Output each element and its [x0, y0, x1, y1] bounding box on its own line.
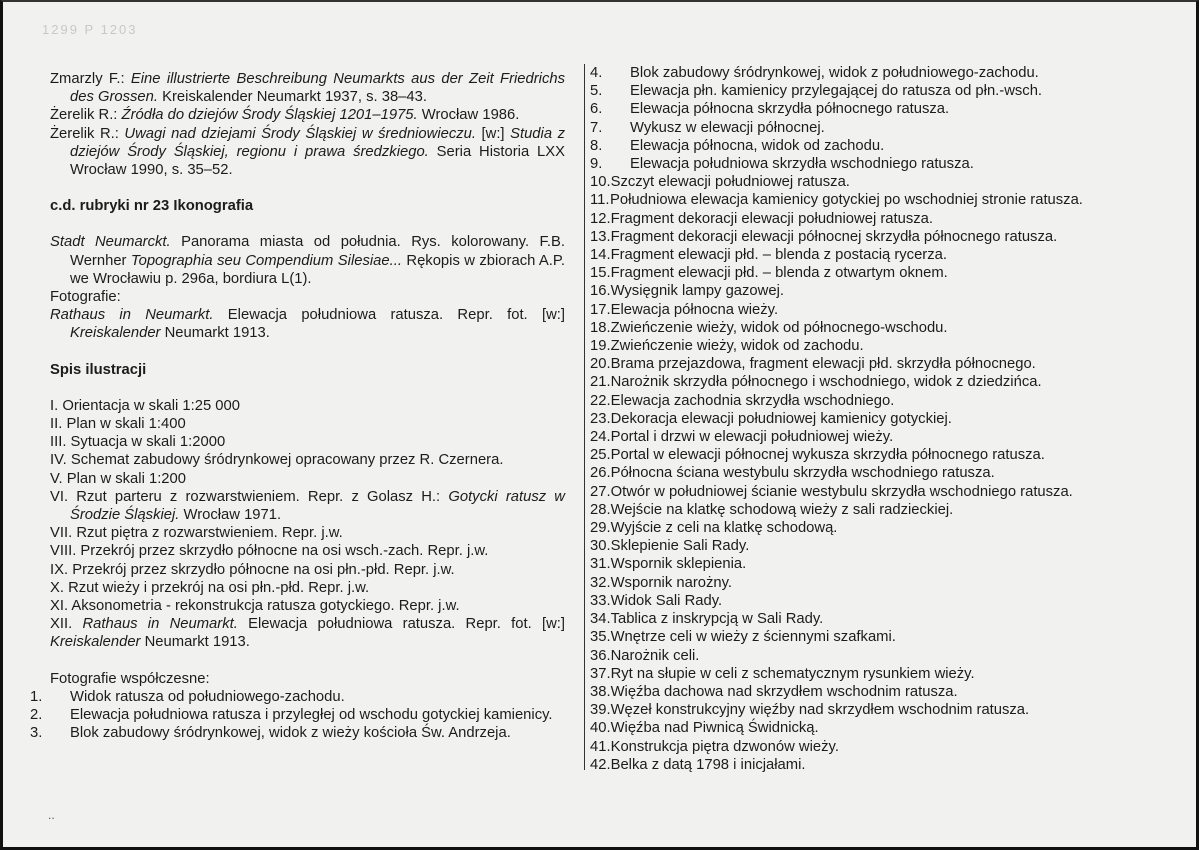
photo-list-text: Wnętrze celi w wieży z ściennymi szafkami. [610, 629, 896, 646]
photo-list-text: Wysięgnik lampy gazowej. [610, 283, 784, 300]
photo-list-text: Narożnik celi. [610, 647, 700, 664]
photo-list-number: 42. [590, 756, 611, 773]
photo-list-number: 30. [590, 538, 611, 555]
photo-list-item [590, 464, 1170, 482]
photo-list-item [590, 155, 1170, 173]
photo-list-number: 38. [590, 683, 611, 700]
photo-list-text: Tablica z inskrypcją w Sali Rady. [610, 611, 824, 628]
photo-list-item [590, 665, 1170, 683]
photo-list-text: Portal w elewacji północnej wykusza skrzydła północnego ratusza. [610, 447, 1045, 464]
photo-list-item [590, 501, 1170, 519]
photo-list-number: 5. [590, 83, 603, 100]
photo-list-number: 18. [590, 319, 611, 336]
photo-list-text: Południowa elewacja kamienicy gotyckiej po wschodniej stronie ratusza. [610, 192, 1083, 209]
photo-list-item [590, 337, 1170, 355]
photo-list-text: Fragment elewacji płd. – blenda z postacią rycerza. [610, 247, 947, 264]
photo-list-number: 34. [590, 611, 611, 628]
photo-list-text: Wspornik sklepienia. [610, 556, 747, 573]
illustration-title: Gotycki ratusz w Środzie Śląskiej. [70, 488, 565, 524]
photo-list-text: Elewacja północna skrzydła północnego ratusza. [630, 101, 950, 118]
photo-list-item [590, 210, 1170, 228]
photo-list-text: Szczyt elewacji południowej ratusza. [610, 174, 850, 191]
icon-item-text-2: Neumarkt 1913. [160, 325, 270, 342]
iconography-item [50, 306, 565, 342]
bib-title: Uwagi nad dziejami Środy Śląskiej w średniowieczu. [124, 125, 476, 142]
photo-list-number: 29. [590, 520, 611, 537]
icon-item-title: Stadt Neumarckt. [50, 234, 171, 251]
illustration-rest: Neumarkt 1913. [140, 634, 250, 651]
photo-list-item [590, 228, 1170, 246]
right-column [590, 64, 1170, 774]
photo-list-text: Narożnik skrzydła północnego i wschodniego, widok z dziedzińca. [610, 374, 1042, 391]
photo-list-number: 7. [590, 119, 603, 136]
photo-list-number: 39. [590, 702, 611, 719]
photo-list-item [590, 282, 1170, 300]
photo-list-item [590, 683, 1170, 701]
photo-list-text: Fragment dekoracji elewacji południowej ratusza. [610, 210, 933, 227]
bib-author: Żerelik R.: [50, 125, 125, 142]
photo-list-number: 12. [590, 210, 611, 227]
photo-list-text: Zwieńczenie wieży, widok od północnego-wschodu. [610, 319, 948, 336]
photo-list-number: 31. [590, 556, 611, 573]
photo-list-item [590, 555, 1170, 573]
photo-list-item: 11.Południowa elewacja kamienicy gotyckiej po wschodniej stronie ratusza. [590, 192, 1083, 209]
bib-author: Żerelik R.: [50, 107, 122, 124]
photo-list-number: 15. [590, 265, 611, 282]
icon-item-text-2: Rękopis w zbiorach A.P. we Wrocławiu p. 296a, bordiura L(1). [70, 252, 565, 287]
photos-label: Fotografie: [50, 289, 121, 306]
photo-list-text: Sklepienie Sali Rady. [610, 538, 750, 555]
photo-list-number: 8. [590, 137, 603, 154]
bib-title: Eine illustrierte Beschreibung Neumarkts aus der Zeit Friedrichs des Grossen. [70, 71, 565, 106]
photo-list-text: Zwieńczenie wieży, widok od zachodu. [610, 338, 864, 355]
modern-photos-list-right [590, 64, 1170, 774]
photo-list-item [590, 173, 1170, 191]
photo-list-item [590, 428, 1170, 446]
photo-list-text: Ryt na słupie w celi z schematycznym rysunkiem wieży. [610, 665, 975, 682]
photo-list-text: Belka z datą 1798 i inicjałami. [610, 756, 806, 773]
photo-list-text: Wykusz w elewacji północnej. [630, 119, 825, 136]
photo-list-item [590, 100, 1170, 118]
photo-list-item [30, 724, 565, 742]
illustration-item: IV. Schemat zabudowy śródrynkowej opracowany przez R. Czernera. [50, 452, 504, 469]
photo-list-text: Dekoracja elewacji południowej kamienicy gotyckiej. [610, 410, 952, 427]
photo-list-item [590, 647, 1170, 665]
photo-list-number: 16. [590, 283, 611, 300]
photo-list-item [590, 64, 1170, 82]
photo-list-number: 20. [590, 356, 611, 373]
photo-list-item [590, 483, 1170, 501]
illustrations-heading: Spis ilustracji [50, 361, 147, 378]
photo-list-text: Widok Sali Rady. [610, 592, 723, 609]
iconography-heading: c.d. rubryki nr 23 Ikonografia [50, 198, 254, 215]
photo-list-item [590, 373, 1170, 391]
illustration-item: III. Sytuacja w skali 1:2000 [50, 434, 226, 451]
photo-list-item [590, 719, 1170, 737]
illustration-num: XII. [50, 616, 83, 633]
photo-list-item [590, 610, 1170, 628]
photo-list-number: 33. [590, 592, 611, 609]
photo-list-number: 19. [590, 338, 611, 355]
photo-list-text: Widok ratusza od południowego-zachodu. [70, 688, 345, 705]
photo-list-text: Wspornik narożny. [610, 574, 733, 591]
left-column [30, 70, 565, 743]
bibliography-entry [50, 125, 565, 180]
faint-header-text: 1299 P 1203 [42, 22, 138, 37]
illustration-text: Elewacja południowa ratusza. Repr. fot. [w:] [237, 616, 565, 633]
bib-author: Zmarzly F.: [50, 71, 131, 87]
photo-list-item [590, 756, 1170, 774]
photo-list-number: 6. [590, 101, 603, 118]
photo-list-text: Elewacja zachodnia skrzydła wschodniego. [610, 392, 895, 409]
photo-list-number: 28. [590, 501, 611, 518]
modern-photos-label: Fotografie współczesne: [50, 670, 210, 687]
photo-list-text: Blok zabudowy śródrynkowej, widok z wieży kościoła Św. Andrzeja. [70, 725, 511, 742]
photo-list-item [590, 246, 1170, 264]
photo-list-number: 25. [590, 447, 611, 464]
photo-list-text: Fragment dekoracji elewacji północnej skrzydła północnego ratusza. [610, 228, 1058, 245]
photo-list-number: 13. [590, 228, 611, 245]
photo-list-text: Elewacja południowa ratusza i przyległej od wschodu gotyckiej kamienicy. [70, 707, 553, 724]
photo-list-number: 35. [590, 629, 611, 646]
icon-item-title-2: Topographia seu Compendium Silesiae... [130, 252, 402, 269]
photo-list-item [590, 137, 1170, 155]
photo-list-text: Wyjście z celi na klatkę schodową. [610, 520, 838, 537]
photo-list-number: 37. [590, 665, 611, 682]
bib-rest: Kreiskalender Neumarkt 1937, s. 38–43. [158, 89, 427, 106]
photo-list-number: 14. [590, 247, 611, 264]
photo-list-item [30, 688, 565, 706]
illustration-item: II. Plan w skali 1:400 [50, 416, 186, 433]
photo-list-number: 41. [590, 738, 611, 755]
photo-list-text: Węzeł konstrukcyjny więźby nad skrzydłem wschodnim ratusza. [610, 702, 1030, 719]
photo-list-number: 21. [590, 374, 611, 391]
illustration-item: VII. Rzut piętra z rozwarstwieniem. Repr. j.w. [50, 525, 343, 542]
photo-list-item [590, 119, 1170, 137]
illustration-title: Rathaus in Neumarkt. [82, 616, 238, 633]
bib-title-2: Studia z dziejów Środy Śląskiej, regionu i prawa średzkiego. [70, 125, 565, 160]
photo-list-item [590, 537, 1170, 555]
photo-list-item [30, 706, 565, 724]
photo-list-text: Fragment elewacji płd. – blenda z otwartym oknem. [610, 265, 948, 282]
photo-list-number: 36. [590, 647, 611, 664]
photo-list-item [590, 574, 1170, 592]
illustration-item: V. Plan w skali 1:200 [50, 470, 186, 487]
photo-list-number: 9. [590, 156, 603, 173]
photo-list-number: 3. [30, 725, 43, 742]
photo-list-text: Portal i drzwi w elewacji południowej wieży. [610, 429, 894, 446]
column-divider [584, 64, 585, 770]
illustration-item: X. Rzut wieży i przekrój na osi płn.-płd. Repr. j.w. [50, 579, 370, 596]
photo-list-item [590, 592, 1170, 610]
photo-list-number: 26. [590, 465, 611, 482]
photo-list-number: 23. [590, 410, 611, 427]
photo-list-text: Więźba dachowa nad skrzydłem wschodnim ratusza. [610, 683, 958, 700]
photo-list-item [590, 355, 1170, 373]
photo-list-item [590, 701, 1170, 719]
photo-list-text: Elewacja południowa skrzydła wschodniego ratusza. [630, 156, 974, 173]
bib-title: Źródła do dziejów Środy Śląskiej 1201–1975. [121, 107, 418, 124]
photo-list-number: 17. [590, 301, 611, 318]
bib-rest: Wrocław 1986. [417, 107, 520, 124]
photo-list-item [590, 628, 1170, 646]
photo-list-text: Wejście na klatkę schodową wieży z sali radzieckiej. [610, 501, 954, 518]
iconography-item [50, 233, 565, 288]
icon-item-text: Panorama miasta od południa. Rys. kolorowany. F.B. Wernher [70, 234, 565, 269]
photo-list-text: Północna ściana westybulu skrzydła wschodniego ratusza. [610, 465, 995, 482]
bib-rest: [w:] [475, 125, 511, 142]
illustration-item [50, 488, 565, 524]
photo-list-number: 32. [590, 574, 611, 591]
photo-list-number: 2. [30, 707, 43, 724]
photo-list-item [590, 519, 1170, 537]
bibliography-entry [50, 70, 565, 106]
illustration-item: VIII. Przekrój przez skrzydło północne na osi wsch.-zach. Repr. j.w. [50, 543, 489, 560]
photo-list-item [590, 392, 1170, 410]
photo-list-number: 40. [590, 720, 611, 737]
modern-photos-list-left [30, 688, 565, 743]
photo-list-item [590, 319, 1170, 337]
illustration-title-2: Kreiskalender [50, 634, 141, 651]
photo-list-number: 10. [590, 174, 611, 191]
bibliography-entry [50, 106, 565, 124]
icon-item-title: Rathaus in Neumarkt. [50, 307, 214, 324]
illustration-item: IX. Przekrój przez skrzydło północne na osi płn.-płd. Repr. j.w. [50, 561, 455, 578]
bib-rest-2: Seria Historia LXX Wrocław 1990, s. 35–52. [70, 143, 565, 179]
photo-list-number: 22. [590, 392, 611, 409]
illustration-rest: Wrocław 1971. [179, 507, 282, 524]
photo-list-text: Brama przejazdowa, fragment elewacji płd. skrzydła północnego. [610, 356, 1036, 373]
photo-list-item [590, 738, 1170, 756]
photo-list-number: 4. [590, 65, 603, 81]
photo-list-text: Konstrukcja piętra dzwonów wieży. [610, 738, 839, 755]
illustration-item [50, 615, 565, 651]
photo-list-number: 27. [590, 483, 611, 500]
illustration-text: VI. Rzut parteru z rozwarstwieniem. Repr. z Golasz H.: [50, 488, 449, 505]
photo-list-text: Otwór w południowej ścianie westybulu skrzydła wschodniego ratusza. [610, 483, 1073, 500]
photo-list-item [590, 82, 1170, 100]
photo-list-text: Więźba nad Piwnicą Świdnicką. [610, 720, 819, 737]
photo-list-text: Elewacja płn. kamienicy przylegającej do ratusza od płn.-wsch. [630, 83, 1043, 100]
photo-list-item [590, 410, 1170, 428]
footer-mark: .. [48, 808, 55, 822]
photo-list-item [590, 301, 1170, 319]
photo-list-item [590, 264, 1170, 282]
illustration-item: XI. Aksonometria - rekonstrukcja ratusza gotyckiego. Repr. j.w. [50, 598, 460, 615]
photo-list-number: 24. [590, 429, 611, 446]
photo-list-item [590, 446, 1170, 464]
photo-list-text: Elewacja północna wieży. [610, 301, 779, 318]
photo-list-number: 1. [30, 688, 43, 705]
illustration-item: I. Orientacja w skali 1:25 000 [50, 397, 240, 414]
photo-list-text: Elewacja północna, widok od zachodu. [630, 137, 885, 154]
photo-list-text: Blok zabudowy śródrynkowej, widok z południowego-zachodu. [630, 65, 1039, 81]
icon-item-title-2: Kreiskalender [70, 325, 161, 342]
icon-item-text: Elewacja południowa ratusza. Repr. fot. [w:] [213, 307, 565, 324]
